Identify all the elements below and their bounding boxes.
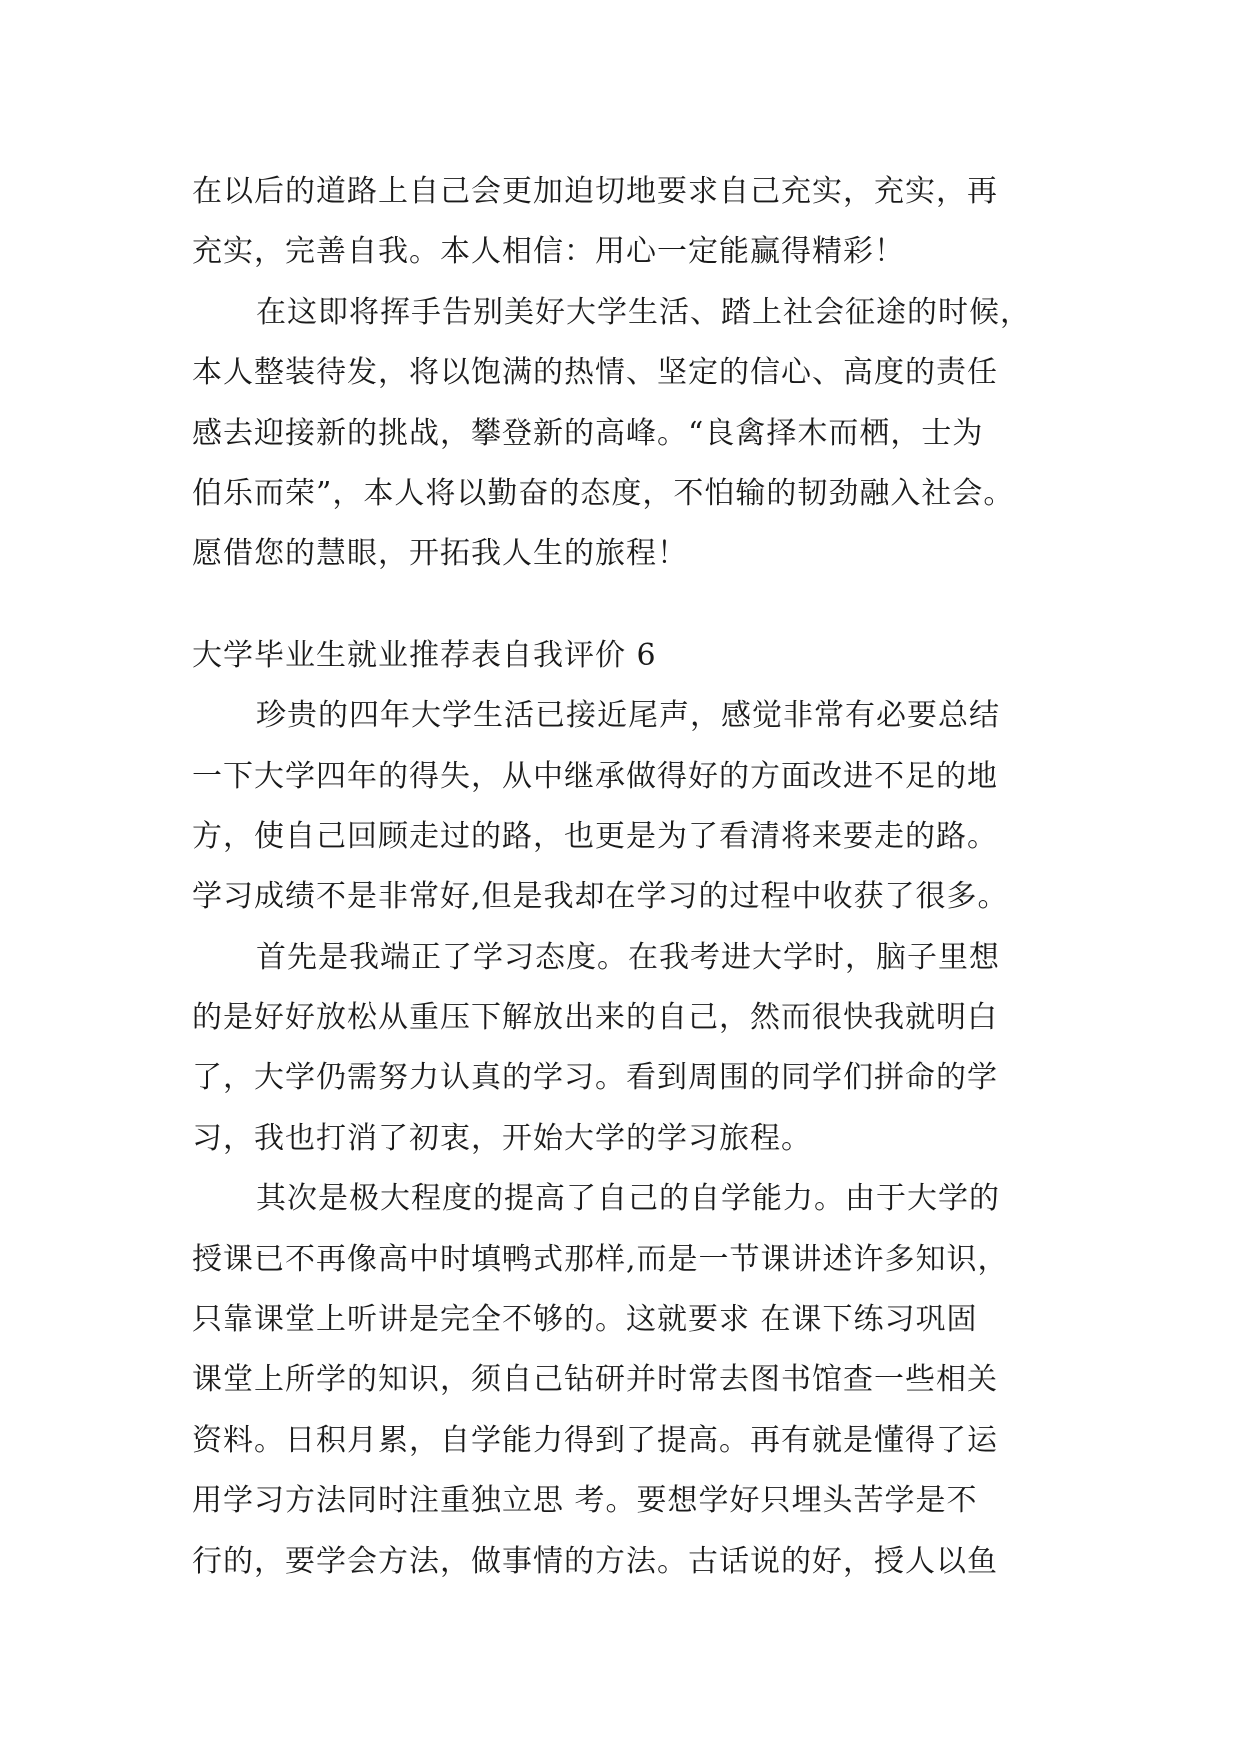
text-line: 了，大学仍需努力认真的学习。看到周围的同学们拼命的学 [192, 1060, 998, 1096]
text-line: 方，使自己回顾走过的路，也更是为了看清将来要走的路。 [192, 818, 998, 854]
text-line: 本人整装待发，将以饱满的热情、坚定的信心、高度的责任 [192, 355, 998, 391]
text-line: 的是好好放松从重压下解放出来的自己，然而很快我就明白 [192, 1000, 998, 1036]
text-line: 愿借您的慧眼，开拓我人生的旅程！ [192, 536, 688, 572]
text-line: 行的，要学会方法，做事情的方法。古话说的好，授人以鱼 [192, 1543, 998, 1579]
text-line: 在这即将挥手告别美好大学生活、踏上社会征途的时候， [256, 294, 1031, 330]
section-heading: 大学毕业生就业推荐表自我评价 6 [192, 637, 657, 673]
text-line: 授课已不再像高中时填鸭式那样,而是一节课讲述许多知识， [192, 1241, 1009, 1277]
text-line: 资料。日积月累，自学能力得到了提高。再有就是懂得了运 [192, 1422, 998, 1458]
text-line: 珍贵的四年大学生活已接近尾声，感觉非常有必要总结 [256, 698, 1000, 734]
text-line: 感去迎接新的挑战，攀登新的高峰。“良禽择木而栖，士为 [192, 415, 984, 451]
paragraph-group-after-heading [192, 686, 1092, 1592]
text-line: 只靠课堂上听讲是完全不够的。这就要求 在课下练习巩固 [192, 1302, 978, 1338]
text-line: 其次是极大程度的提高了自己的自学能力。由于大学的 [256, 1181, 1000, 1217]
paragraph-group-before-heading [192, 162, 1092, 585]
text-line: 习，我也打消了初衷，开始大学的学习旅程。 [192, 1120, 812, 1156]
text-line: 学习成绩不是非常好,但是我却在学习的过程中收获了很多。 [192, 879, 1009, 915]
document-body [192, 162, 1092, 1592]
section-gap [192, 585, 1092, 626]
text-line: 充实，完善自我。本人相信：用心一定能赢得精彩！ [192, 234, 905, 270]
text-line: 用学习方法同时注重独立思 考。要想学好只埋头苦学是不 [192, 1483, 978, 1519]
text-line: 课堂上所学的知识，须自己钻研并时常去图书馆查一些相关 [192, 1362, 998, 1398]
text-line: 一下大学四年的得失，从中继承做得好的方面改进不足的地 [192, 758, 998, 794]
text-line: 在以后的道路上自己会更加迫切地要求自己充实，充实，再 [192, 174, 998, 209]
text-line: 首先是我端正了学习态度。在我考进大学时，脑子里想 [256, 939, 1000, 975]
text-line: 伯乐而荣”，本人将以勤奋的态度，不怕输的韧劲融入社会。 [192, 475, 1015, 511]
